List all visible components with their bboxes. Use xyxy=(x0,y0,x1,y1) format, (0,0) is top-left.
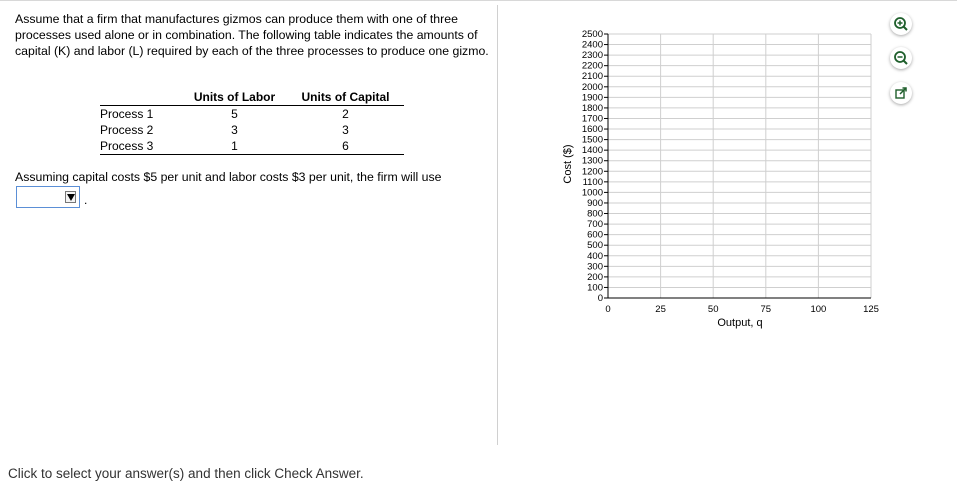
zoom-out-icon[interactable] xyxy=(890,47,912,69)
y-tick-label: 1700 xyxy=(581,113,603,125)
y-tick-label: 200 xyxy=(587,271,603,283)
y-tick-label: 1400 xyxy=(581,145,603,157)
chart-axes xyxy=(604,34,871,298)
row-label: Process 1 xyxy=(100,107,154,121)
row-label: Process 2 xyxy=(100,123,154,137)
process-table xyxy=(100,89,404,155)
panel-divider xyxy=(497,5,498,445)
row-label: Process 3 xyxy=(100,138,182,155)
x-tick-labels xyxy=(605,304,879,315)
capital-cell: 6 xyxy=(287,138,404,155)
top-border xyxy=(0,0,957,1)
y-tick-label: 100 xyxy=(587,282,603,294)
y-tick-label: 2300 xyxy=(581,50,603,62)
y-tick-label: 2200 xyxy=(581,60,603,72)
y-tick-label: 400 xyxy=(587,250,603,262)
table-header-row xyxy=(100,89,404,106)
table-header-labor: Units of Labor xyxy=(182,89,287,106)
table-row xyxy=(100,138,404,155)
y-tick-label: 2100 xyxy=(581,71,603,83)
x-tick-label: 25 xyxy=(655,304,666,315)
capital-cell: 3 xyxy=(342,123,349,137)
y-axis-label: Cost ($) xyxy=(562,144,574,184)
y-tick-label: 300 xyxy=(587,261,603,273)
y-tick-label: 1100 xyxy=(582,176,603,188)
y-tick-label: 900 xyxy=(587,197,603,209)
y-tick-label: 1800 xyxy=(581,102,603,114)
x-tick-label: 50 xyxy=(707,304,719,315)
table-header-capital: Units of Capital xyxy=(287,89,404,106)
question-text xyxy=(15,11,500,59)
y-tick-label: 1900 xyxy=(581,92,603,104)
y-tick-label: 1600 xyxy=(581,124,603,136)
y-tick-label: 0 xyxy=(597,293,603,304)
table-row xyxy=(100,122,404,138)
y-tick-label: 2000 xyxy=(581,81,603,93)
y-tick-label: 800 xyxy=(587,208,603,220)
y-tick-label: 600 xyxy=(587,229,603,241)
x-tick-label: 100 xyxy=(810,304,827,315)
assumption-text: Assuming capital costs $5 per unit and labor costs $3 per unit, the firm will use xyxy=(15,170,442,184)
x-tick-label: 75 xyxy=(760,304,772,315)
y-tick-label: 2500 xyxy=(581,29,603,40)
y-tick-label: 500 xyxy=(587,240,603,252)
x-tick-label: 125 xyxy=(863,304,879,315)
x-axis-label: Output, q xyxy=(717,317,763,329)
y-tick-label: 1000 xyxy=(581,187,603,199)
table-row xyxy=(100,106,404,123)
labor-cell: 5 xyxy=(231,107,238,121)
dropdown-arrow-icon[interactable] xyxy=(65,191,76,203)
labor-cell: 1 xyxy=(182,138,287,155)
chart-grid xyxy=(608,34,871,298)
question-intro: Assume that a firm that manufactures gizmos can produce them with one of three processes used alone or in combination. The following table indicates the amounts of capital (K) and labor (L) required by each of the three processes to produce one gizmo. xyxy=(15,12,489,58)
table-header-blank xyxy=(100,89,182,106)
process-dropdown[interactable] xyxy=(16,186,80,208)
capital-cell: 2 xyxy=(342,107,349,121)
zoom-in-icon[interactable] xyxy=(890,13,912,35)
sentence-period: . xyxy=(84,193,88,207)
y-tick-labels xyxy=(582,29,603,304)
y-tick-label: 1500 xyxy=(581,134,603,146)
labor-cell: 3 xyxy=(231,123,238,137)
pop-out-icon[interactable] xyxy=(890,82,912,104)
y-tick-label: 2400 xyxy=(581,39,603,51)
y-tick-label: 700 xyxy=(587,219,603,231)
y-tick-label: 1300 xyxy=(581,155,603,167)
x-tick-label: 0 xyxy=(605,304,611,315)
footer-instruction: Click to select your answer(s) and then click Check Answer. xyxy=(8,466,364,481)
cost-chart[interactable] xyxy=(540,20,880,340)
y-tick-label: 1200 xyxy=(581,166,603,178)
